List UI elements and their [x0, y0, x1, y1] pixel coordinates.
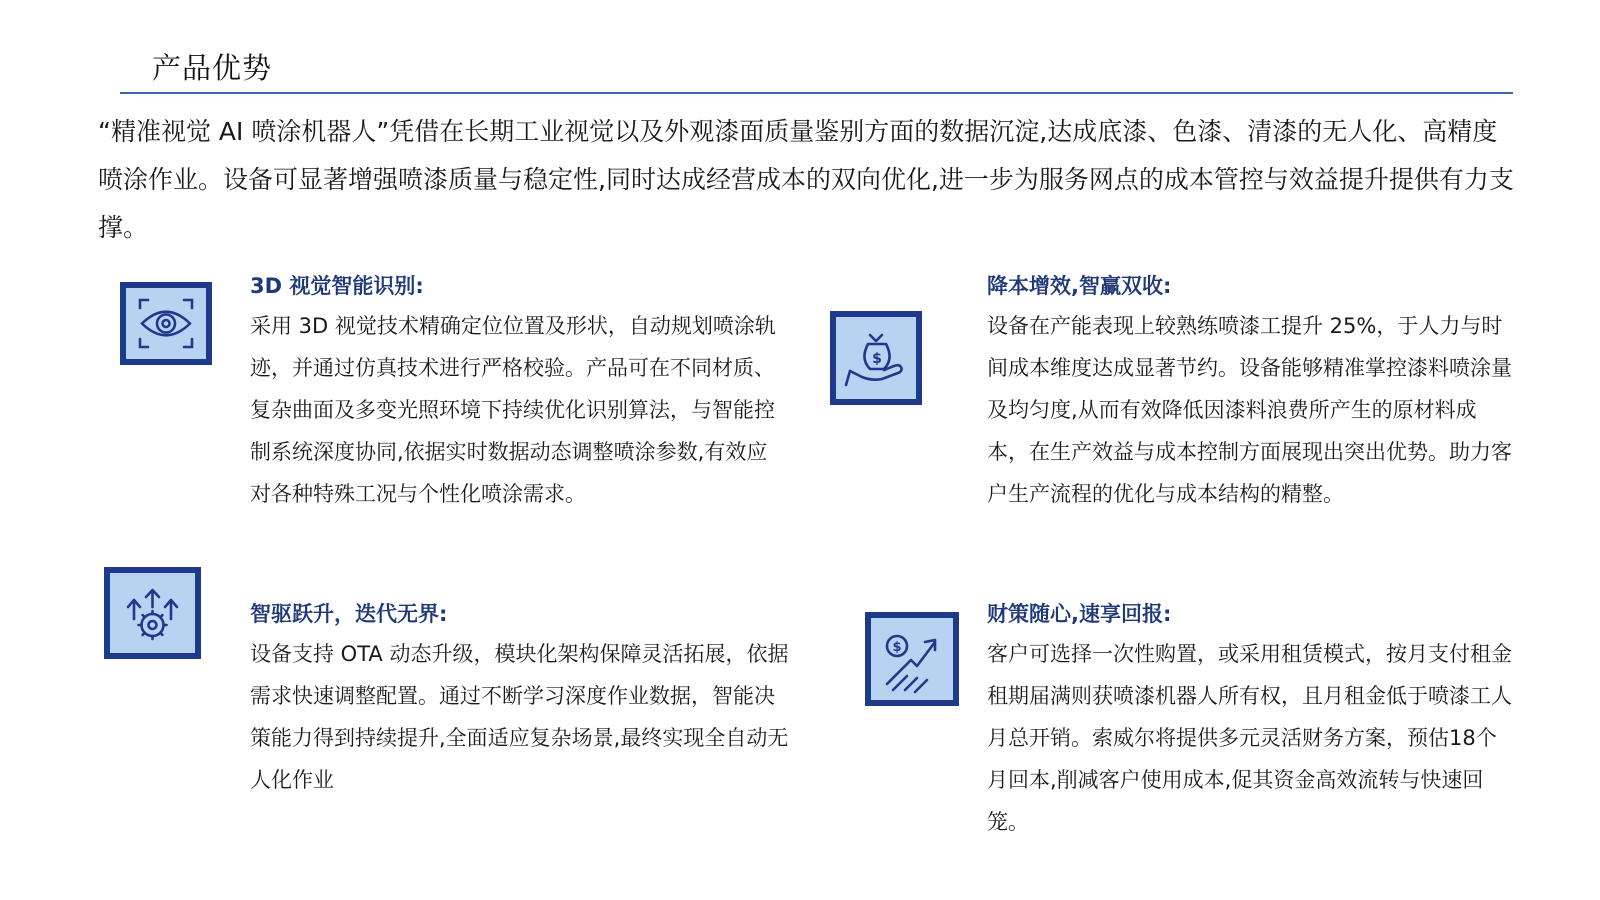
page-title: 产品优势 [152, 51, 273, 85]
intro-paragraph: “精准视觉 AI 喷涂机器人”凭借在长期工业视觉以及外观漆面质量鉴别方面的数据沉淀,达成底漆、色漆、清漆的无人化、高精度喷涂作业。设备可显著增强喷漆质量与稳定性,同时达成经营成本的双向优化,进一步为服务网点的成本管控与效益提升提供有力支撑。 [98, 117, 1514, 242]
feature-body-finance: 客户可选择一次性购置，或采用租赁模式，按月支付租金租期届满则获喷漆机器人所有权，且月租金低于喷漆工人月总开销。索威尔将提供多元灵活财务方案，预估18个月回本,削减客户使用成本,促其资金高效流转与快速回笼。 [987, 642, 1512, 834]
feature-title-cost: 降本增效,智赢双收: [987, 274, 1172, 298]
feature-title-vision: 3D 视觉智能识别: [250, 274, 424, 298]
gear-upgrade-icon [104, 567, 201, 659]
money-hand-icon [830, 311, 922, 405]
feature-title-upgrade: 智驱跃升，迭代无界: [250, 602, 448, 626]
feature-body-cost: 设备在产能表现上较熟练喷漆工提升 25%，于人力与时间成本维度达成显著节约。设备能够精准掌控漆料喷涂量及均匀度,从而有效降低因漆料浪费所产生的原材料成本，在生产效益与成本控制方面展现出突出优势。助力客户生产流程的优化与成本结构的精整。 [987, 314, 1512, 506]
title-divider [120, 92, 1513, 94]
eye-scan-icon [120, 282, 212, 365]
feature-body-vision: 采用 3D 视觉技术精确定位位置及形状，自动规划喷涂轨迹，并通过仿真技术进行严格校验。产品可在不同材质、复杂曲面及多变光照环境下持续优化识别算法，与智能控制系统深度协同,依据实时数据动态调整喷涂参数,有效应对各种特殊工况与个性化喷涂需求。 [250, 314, 776, 506]
feature-title-finance: 财策随心,速享回报: [987, 602, 1172, 626]
svg-text:$: $ [872, 351, 882, 367]
feature-body-upgrade: 设备支持 OTA 动态升级，模块化架构保障灵活拓展，依据需求快速调整配置。通过不断学习深度作业数据，智能决策能力得到持续提升,全面适应复杂场景,最终实现全自动无人化作业 [250, 642, 789, 792]
finance-growth-icon [865, 612, 959, 706]
svg-text:$: $ [892, 640, 902, 655]
